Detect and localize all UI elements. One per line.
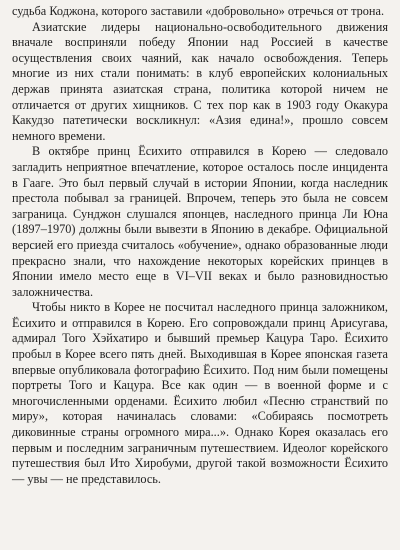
paragraph-continuation: судьба Коджона, которого заставили «добровольно» отречься от трона. <box>12 4 385 18</box>
paragraph-october-visit: В октябре принц Ёсихито отправился в Корею — следовало загладить неприятное впечатление, которое осталось после инцидента в Гааге. Это был первый случай в истории Японии, когда наследник престола побывал за границей. Впрочем, теперь это была не совсем заграница. Сунджон слушался японцев, наследного принца Ли Юна (1897–1970) должны были вывезти в Японию в декабре. Официальной версией его приезда считалось «обучение», однако образованные люди прекрасно знали, что нахождение некоторых корейских принцев в Японии имело место еще в VI–VII веках и было разновидностью заложничества. <box>12 144 388 299</box>
paragraph-korea-trip: Чтобы никто в Корее не посчитал наследного принца заложником, Ёсихито и отправился в Корею. Его сопровождали принц Арисугава, адмирал Того Хэйхатиро и бывший премьер Кацура Таро. Ёсихито пробыл в Корее всего пять дней. Выходившая в Корее японская газета впервые опубликовала фотографию Ёсихито. Под ним были помещены портреты Того и Кацура. Все как один — в военной форме и с многочисленными орденами. Ёсихито любил «Песню странствий по миру», которая начиналась словами: «Собираясь посмотреть диковинные страны огромного мира...». Однако Корея оказалась его первым и последним заграничным путешествием. Идеолог корейского путешествия был Ито Хиробуми, другой такой возможности Ёсихито — увы — не представилось. <box>12 300 388 486</box>
paragraph-asian-leaders: Азиатские лидеры национально-освободительного движения вначале восприняли победу Японии над Россией в качестве осуществления своих чаяний, как начало освобождения. Теперь многие из них стали понимать: в клуб европейских колониальных держав принята азиатская страна, политика которой ничем не отличается от других хищников. С тех пор как в 1903 году Окакура Какудзо патетически воскликнул: «Азия едина!», прошло совсем немного времени. <box>12 19 388 143</box>
